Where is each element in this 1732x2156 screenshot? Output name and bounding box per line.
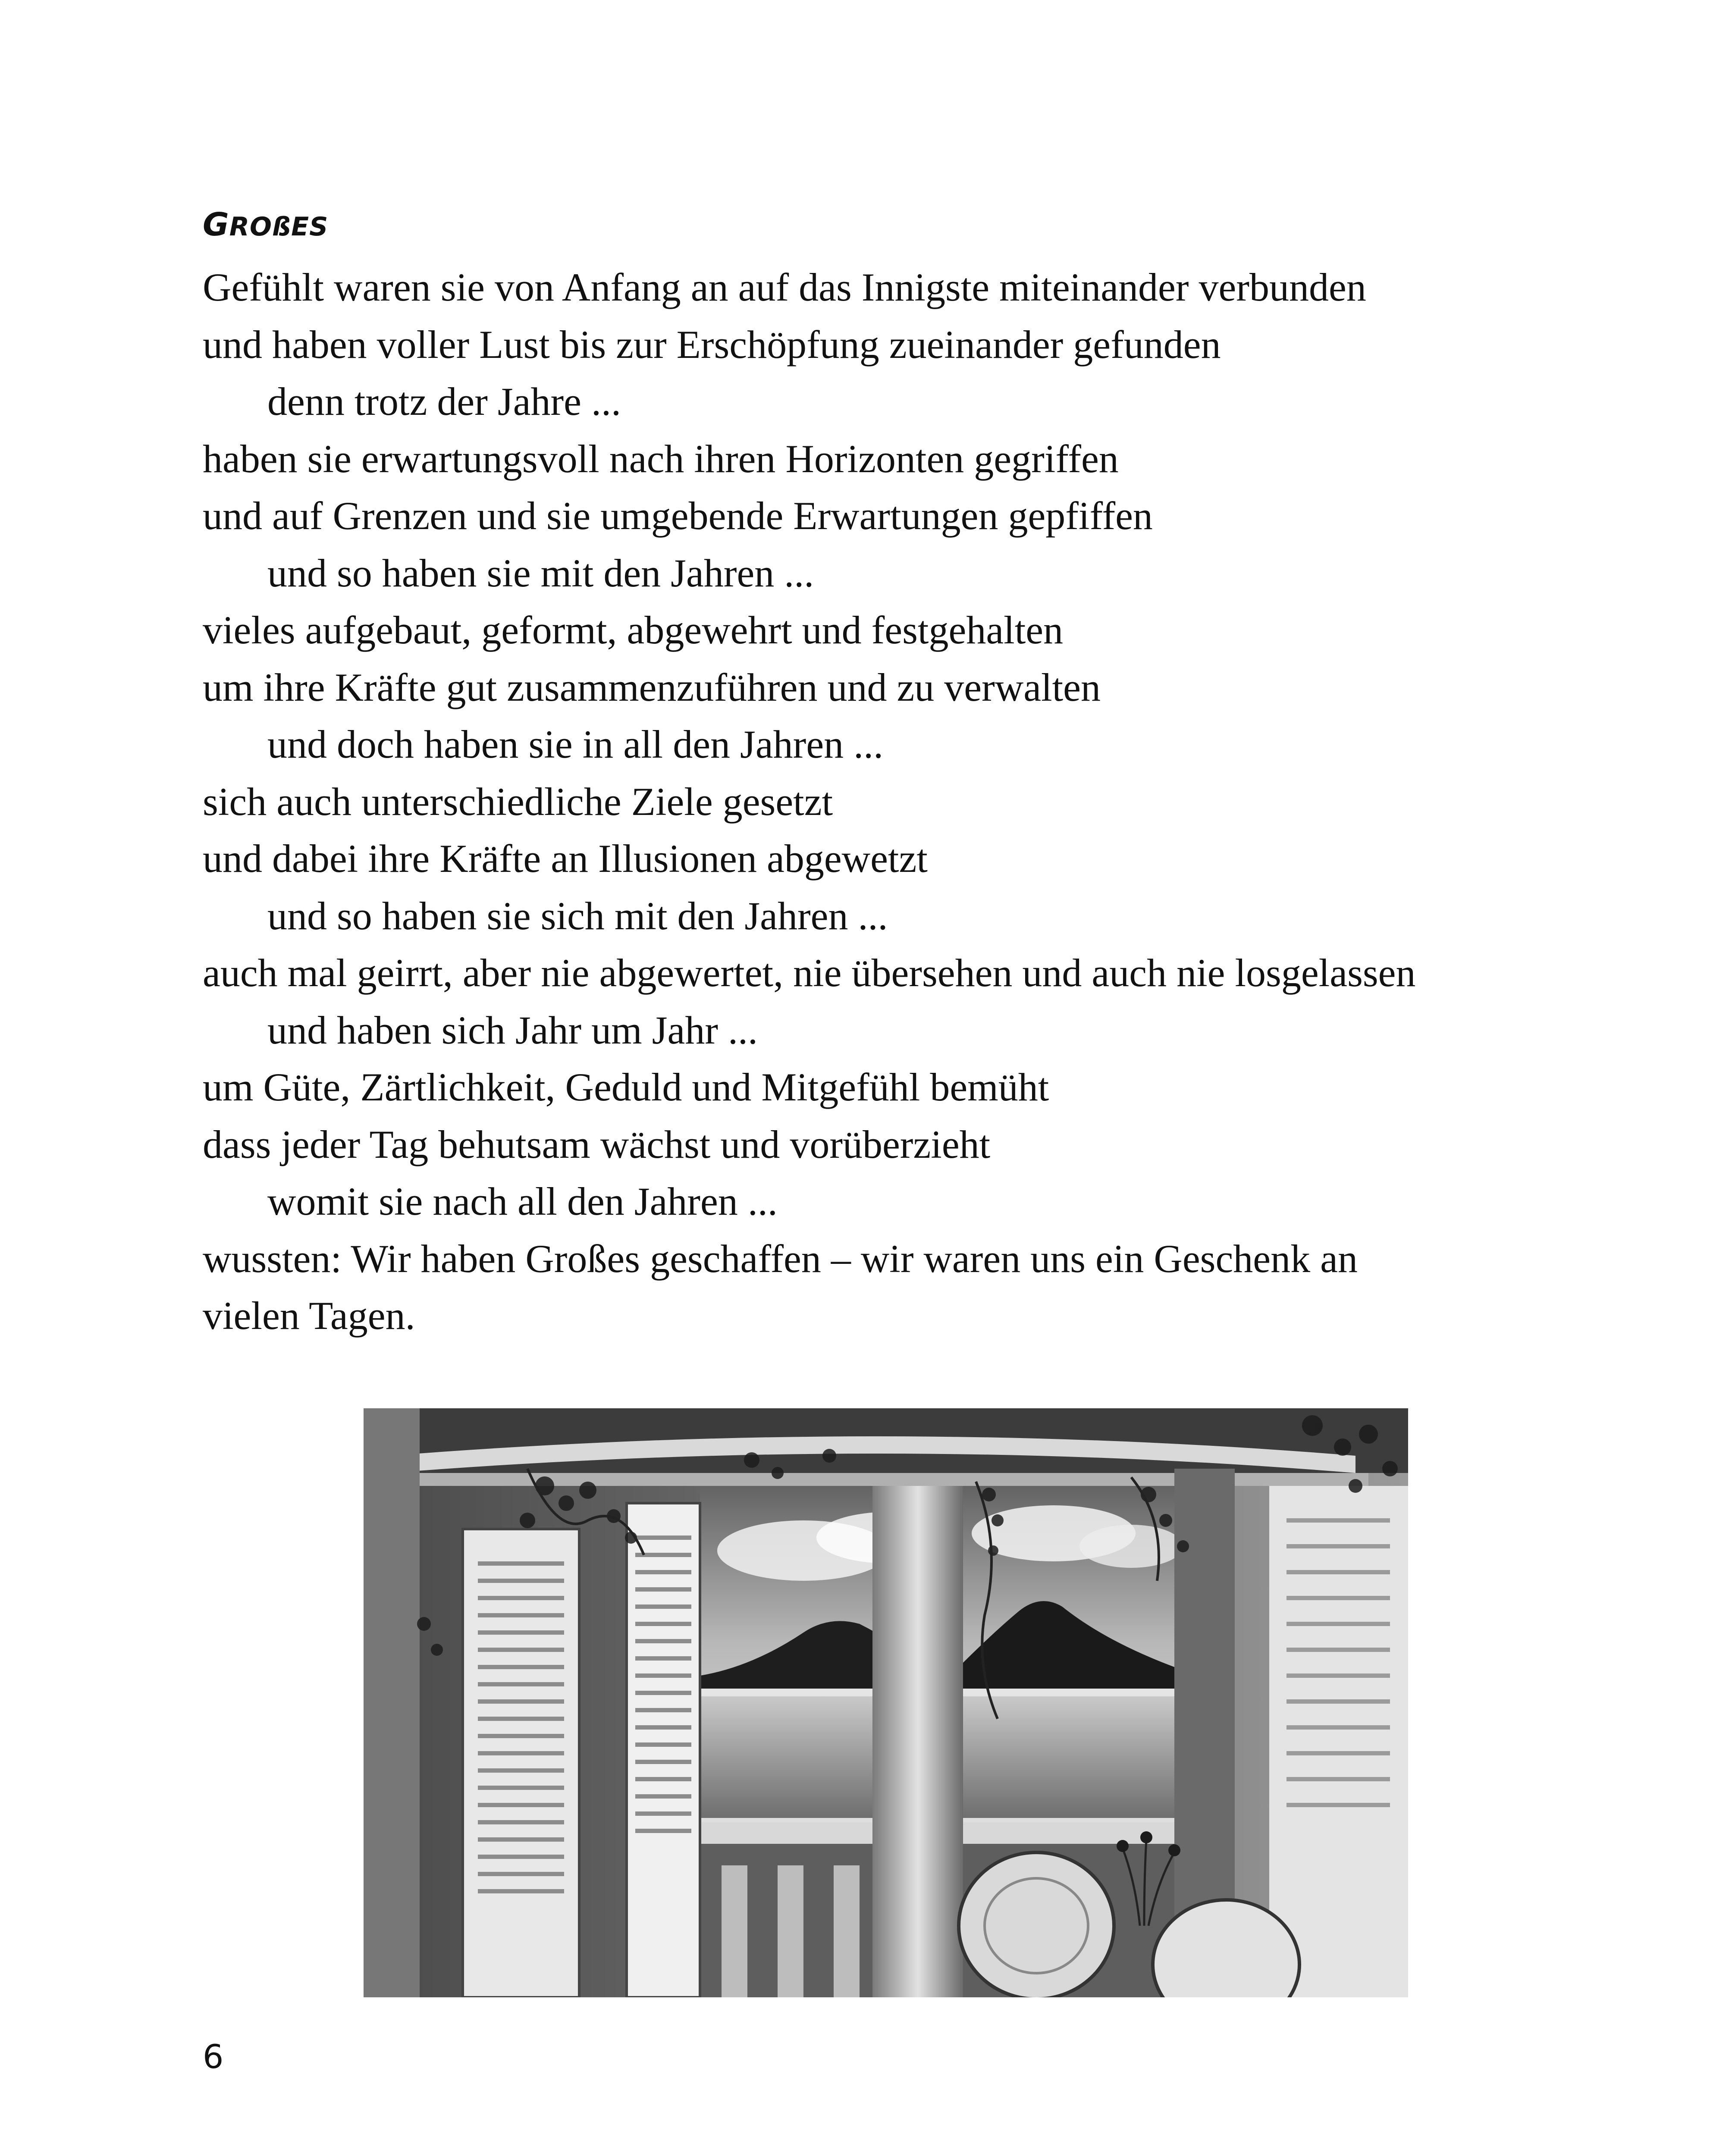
poem-line: und auf Grenzen und sie umgebende Erwartungen gepfiffen bbox=[203, 494, 1153, 538]
window-painting-illustration bbox=[364, 1408, 1408, 1997]
window-painting-svg bbox=[364, 1408, 1408, 1997]
poem-line-refrain: womit sie nach all den Jahren ... bbox=[267, 1179, 778, 1223]
poem-line: und dabei ihre Kräfte an Illusionen abgewetzt bbox=[203, 837, 928, 881]
poem-line: wussten: Wir haben Großes geschaffen – wir waren uns ein Geschenk an bbox=[203, 1236, 1358, 1281]
poem-title-initial: G bbox=[203, 206, 229, 243]
poem-line-refrain: und so haben sie sich mit den Jahren ... bbox=[267, 893, 888, 938]
poem-line: haben sie erwartungsvoll nach ihren Horizonten gegriffen bbox=[203, 436, 1119, 481]
poem-line-refrain: und doch haben sie in all den Jahren ... bbox=[267, 722, 884, 766]
poem-line: um Güte, Zärtlichkeit, Geduld und Mitgefühl bemüht bbox=[203, 1065, 1049, 1109]
poem-line: vieles aufgebaut, geformt, abgewehrt und festgehalten bbox=[203, 608, 1064, 652]
poem-title bbox=[203, 206, 328, 243]
poem-line: um ihre Kräfte gut zusammenzuführen und zu verwalten bbox=[203, 665, 1101, 709]
page-number: 6 bbox=[203, 2037, 224, 2076]
poem-line-refrain: denn trotz der Jahre ... bbox=[267, 379, 621, 423]
poem-line: sich auch unterschiedliche Ziele gesetzt bbox=[203, 779, 833, 824]
poem-line: auch mal geirrt, aber nie abgewertet, nie übersehen und auch nie losgelassen bbox=[203, 951, 1416, 995]
poem-title-rest: ROßES bbox=[229, 212, 329, 242]
poem-line: dass jeder Tag behutsam wächst und vorüberzieht bbox=[203, 1122, 991, 1166]
poem-line: und haben voller Lust bis zur Erschöpfung zueinander gefunden bbox=[203, 322, 1221, 367]
poem-line-refrain: und so haben sie mit den Jahren ... bbox=[267, 551, 814, 595]
poem-line: vielen Tagen. bbox=[203, 1294, 415, 1338]
poem-line-refrain: und haben sich Jahr um Jahr ... bbox=[267, 1008, 758, 1052]
poem-line: Gefühlt waren sie von Anfang an auf das Innigste miteinander verbunden bbox=[203, 265, 1366, 309]
poem-body bbox=[203, 259, 1583, 1344]
